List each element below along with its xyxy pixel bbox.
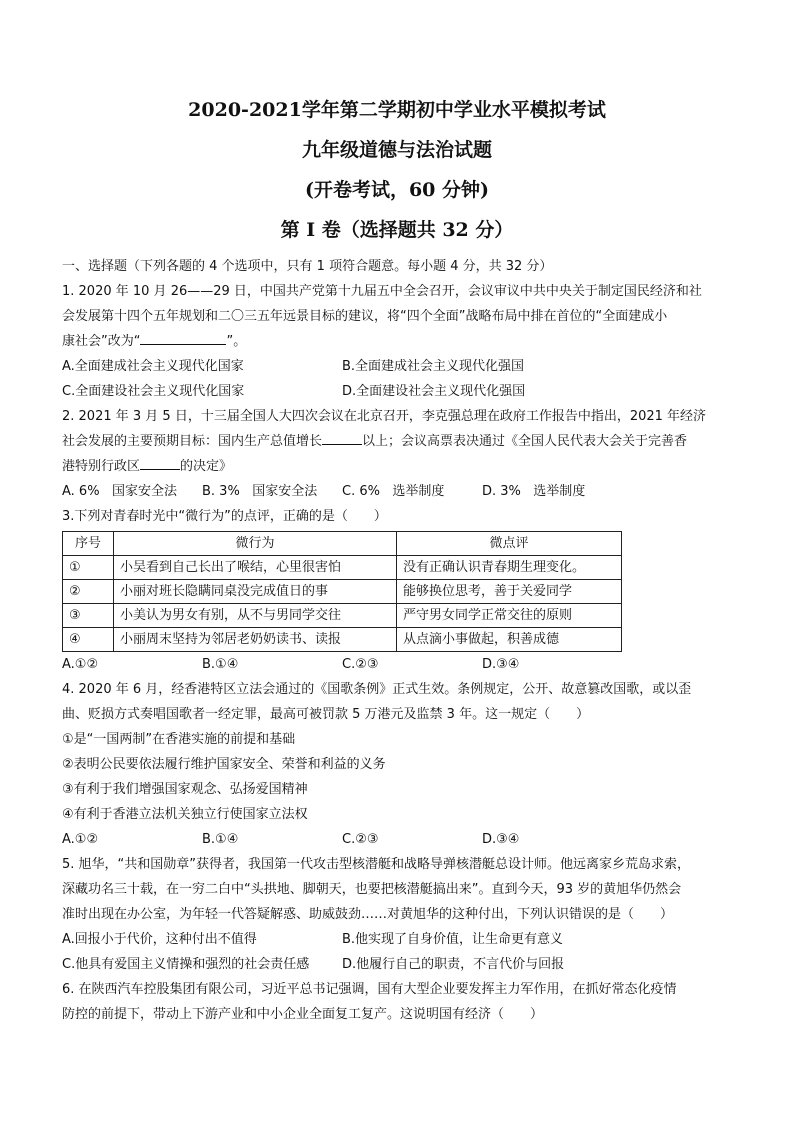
question-3 [62,504,734,677]
header-behavior: 微行为 [114,532,397,556]
option-b: B.①④ [202,832,239,847]
table-header-row [63,532,622,556]
q1-line [62,329,734,354]
q5-options-row [62,952,734,977]
option-c: C. 6% 选举制度 [342,484,445,499]
row-number: ④ [63,628,114,652]
statement-2: ②表明公民要依法履行维护国家安全、荣誉和利益的义务 [62,757,386,772]
option-d: D.③④ [482,832,520,847]
option-d: D.全面建设社会主义现代化强国 [342,384,526,399]
section-intro: 一、选择题（下列各题的 4 个选项中，只有 1 项符合题意。每小题 4 分，共 32 分） [62,259,553,274]
option-a: A.全面建成社会主义现代化国家 [62,359,244,374]
table-row [63,580,622,604]
answer-blank [140,455,180,470]
option-b: B.全面建成社会主义现代化强国 [342,359,525,374]
q3-stem: 3.下列对青春时光中“微行为”的点评，正确的是（ ） [62,509,387,524]
table-row [63,628,622,652]
option-c: C.全面建设社会主义现代化国家 [62,384,245,399]
q2-options-row [62,479,734,504]
option-b: B.他实现了自身价值，让生命更有意义 [342,932,564,947]
question-1 [62,279,734,404]
row-comment: 从点滴小事做起，积善成德 [397,628,622,652]
statement-4: ④有利于香港立法机关独立行使国家立法权 [62,807,308,822]
q1-line: 1. 2020 年 10 月 26——29 日，中国共产党第十九届五中全会召开，会议审议中共中央关于制定国民经济和社 [62,284,702,299]
row-comment: 严守男女同学正常交往的原则 [397,604,622,628]
question-6 [62,977,734,1027]
q4-options-row [62,827,734,852]
option-a: A.①② [62,657,99,672]
option-a: A.回报小于代价，这种付出不值得 [62,932,257,947]
table-row [63,604,622,628]
row-behavior: 小吴看到自己长出了喉结，心里很害怕 [114,556,397,580]
statement-1: ①是“一国两制”在香港实施的前提和基础 [62,732,296,747]
option-a: A.①② [62,832,99,847]
row-number: ② [63,580,114,604]
q1-text: 康社会”改为“ [62,334,141,349]
option-c: C.②③ [342,657,379,672]
option-b: B. 3% 国家安全法 [202,484,318,499]
question-5 [62,852,734,977]
q1-options-row [62,354,734,379]
option-b: B.①④ [202,657,239,672]
row-behavior: 小美认为男女有别，从不与男同学交往 [114,604,397,628]
q2-text: 的决定》 [180,459,233,474]
q2-line: 2. 2021 年 3 月 5 日，十三届全国人大四次会议在北京召开，李克强总理在政府工作报告中指出，2021 年经济 [62,409,707,424]
q3-options-row [62,652,734,677]
q2-text: 以上；会议高票表决通过《全国人民代表大会关于完善香 [362,434,688,449]
exam-title: 2020-2021学年第二学期初中学业水平模拟考试 [188,99,606,121]
header-comment: 微点评 [397,532,622,556]
table-row [63,556,622,580]
exam-format: (开卷考试，60 分钟) [304,179,490,201]
q4-line: 4. 2020 年 6 月，经香港特区立法会通过的《国歌条例》正式生效。条例规定，公开、故意篡改国歌，或以歪 [62,682,692,697]
micro-behavior-table [62,531,622,652]
subject-title: 九年级道德与法治试题 [301,139,492,161]
q5-line: 准时出现在办公室，为年轻一代答疑解惑、助威鼓劲……对黄旭华的这种付出，下列认识错误的是（ ） [62,907,674,922]
q4-line: 曲、贬损方式奏唱国歌者一经定罪，最高可被罚款 5 万港元及监禁 3 年。这一规定（ ） [62,707,590,722]
row-comment: 没有正确认识青春期生理变化。 [397,556,622,580]
row-behavior: 小丽对班长隐瞒同桌没完成值日的事 [114,580,397,604]
q2-text: 港特别行政区 [62,459,141,474]
row-number: ① [63,556,114,580]
q1-line: 会发展第十四个五年规划和二〇三五年远景目标的建议，将“四个全面”战略布局中排在首位的“全面建成小 [62,309,668,324]
header-number: 序号 [63,532,114,556]
q5-line: 深藏功名三十载，在一穷二白中“头拱地、脚朝天，也要把核潜艇搞出来”。直到今天，93 岁的黄旭华仍然会 [62,882,682,897]
option-d: D.③④ [482,657,520,672]
option-d: D. 3% 选举制度 [482,484,586,499]
q6-line: 防控的前提下，带动上下游产业和中小企业全面复工复产。这说明国有经济（ ） [62,1007,544,1022]
row-behavior: 小丽周末坚持为邻居老奶奶读书、读报 [114,628,397,652]
q6-line: 6. 在陕西汽车控股集团有限公司，习近平总书记强调，国有大型企业要发挥主力军作用，在抓好常态化疫情 [62,982,677,997]
q1-text: ”。 [226,334,247,349]
exam-content [62,254,734,1027]
row-comment: 能够换位思考，善于关爱同学 [397,580,622,604]
option-a: A. 6% 国家安全法 [62,484,177,499]
q1-options-row [62,379,734,404]
q5-line: 5. 旭华，“共和国勋章”获得者，我国第一代攻击型核潜艇和战略导弹核潜艇总设计师。他远离家乡荒岛求索， [62,857,691,872]
question-4 [62,677,734,852]
statement-3: ③有利于我们增强国家观念、弘扬爱国精神 [62,782,308,797]
row-number: ③ [63,604,114,628]
q2-text: 社会发展的主要预期目标：国内生产总值增长 [62,434,323,449]
question-2 [62,404,734,504]
answer-blank [140,330,226,345]
q2-line [62,454,734,479]
option-c: C.他具有爱国主义情操和强烈的社会责任感 [62,957,310,972]
q5-options-row [62,927,734,952]
option-c: C.②③ [342,832,379,847]
option-d: D.他履行自己的职责，不言代价与回报 [342,957,565,972]
part-title: 第 I 卷（选择题共 32 分） [280,219,514,241]
q2-line [62,429,734,454]
answer-blank [322,430,362,445]
